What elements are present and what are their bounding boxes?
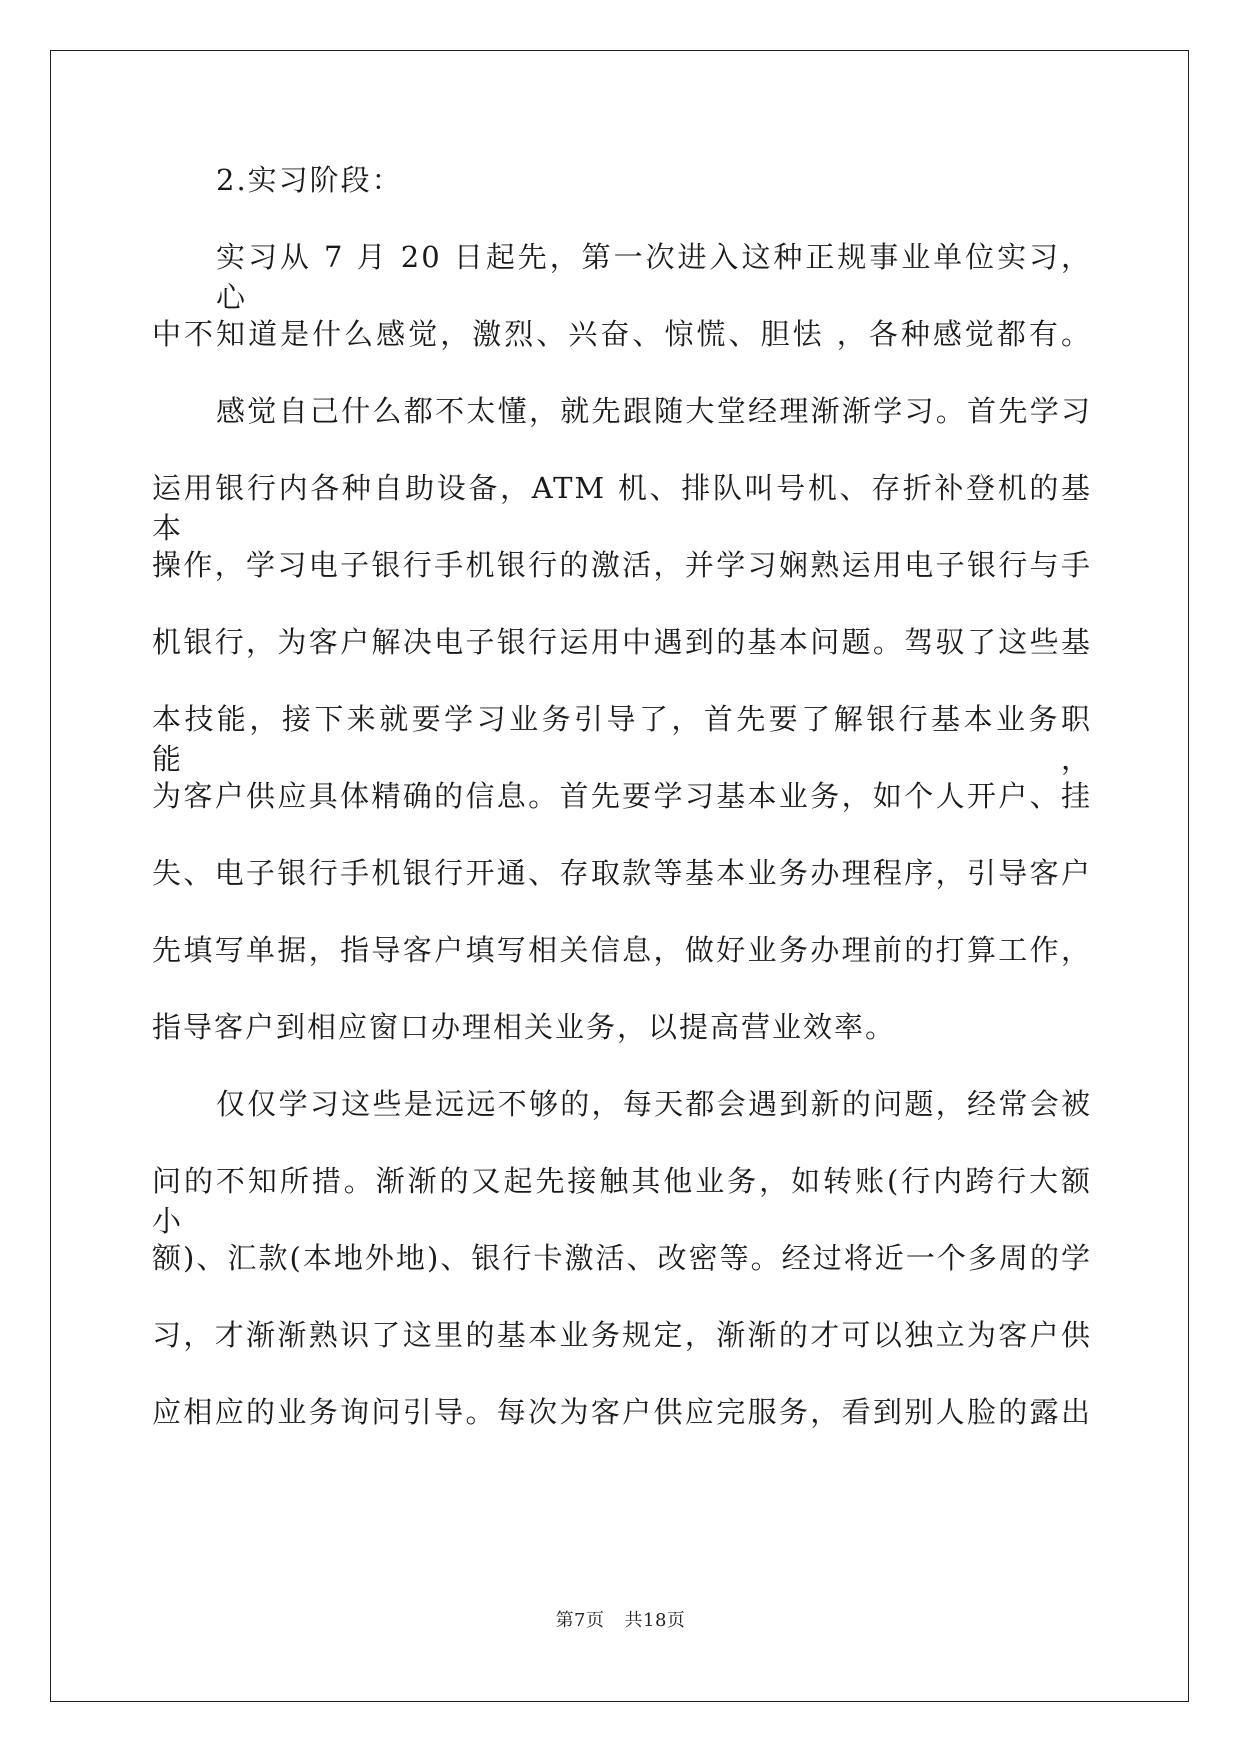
text-line: 仅仅学习这些是远远不够的，每天都会遇到新的问题，经常会被 — [216, 1087, 1092, 1121]
text-line: 机银行，为客户解决电子银行运用中遇到的基本问题。驾驭了这些基 — [152, 625, 1092, 659]
text-line: 失、电子银行手机银行开通、存取款等基本业务办理程序，引导客户 — [152, 856, 1092, 890]
page-footer — [0, 1606, 1241, 1632]
text-line: 感觉自己什么都不太懂，就先跟随大堂经理渐渐学习。首先学习 — [216, 394, 1092, 428]
page-number: 第7页 — [555, 1610, 605, 1631]
text-line: 习，才渐渐熟识了这里的基本业务规定，渐渐的才可以独立为客户供 — [152, 1318, 1092, 1352]
page-total: 共18页 — [624, 1610, 686, 1631]
text-line: 本技能，接下来就要学习业务引导了，首先要了解银行基本业务职能， — [152, 702, 1092, 776]
text-line: 问的不知所措。渐渐的又起先接触其他业务，如转账(行内跨行大额小 — [152, 1164, 1092, 1238]
text-line: 运用银行内各种自助设备，ATM 机、排队叫号机、存折补登机的基本 — [152, 471, 1092, 545]
text-line: 额)、汇款(本地外地)、银行卡激活、改密等。经过将近一个多周的学 — [152, 1241, 1092, 1275]
document-body — [152, 160, 1092, 1469]
text-line: 中不知道是什么感觉，激烈、兴奋、惊慌、胆怯 ，各种感觉都有。 — [152, 317, 1092, 351]
text-line: 指导客户到相应窗口办理相关业务，以提高营业效率。 — [152, 1010, 897, 1044]
text-line: 2.实习阶段： — [216, 163, 403, 197]
text-line: 先填写单据，指导客户填写相关信息，做好业务办理前的打算工作， — [152, 933, 1092, 967]
text-line: 操作，学习电子银行手机银行的激活，并学习娴熟运用电子银行与手 — [152, 548, 1092, 582]
text-line: 实习从 7 月 20 日起先，第一次进入这种正规事业单位实习，心 — [216, 240, 1092, 314]
text-line: 为客户供应具体精确的信息。首先要学习基本业务，如个人开户、挂 — [152, 779, 1092, 813]
text-line: 应相应的业务询问引导。每次为客户供应完服务，看到别人脸的露出 — [152, 1395, 1092, 1429]
